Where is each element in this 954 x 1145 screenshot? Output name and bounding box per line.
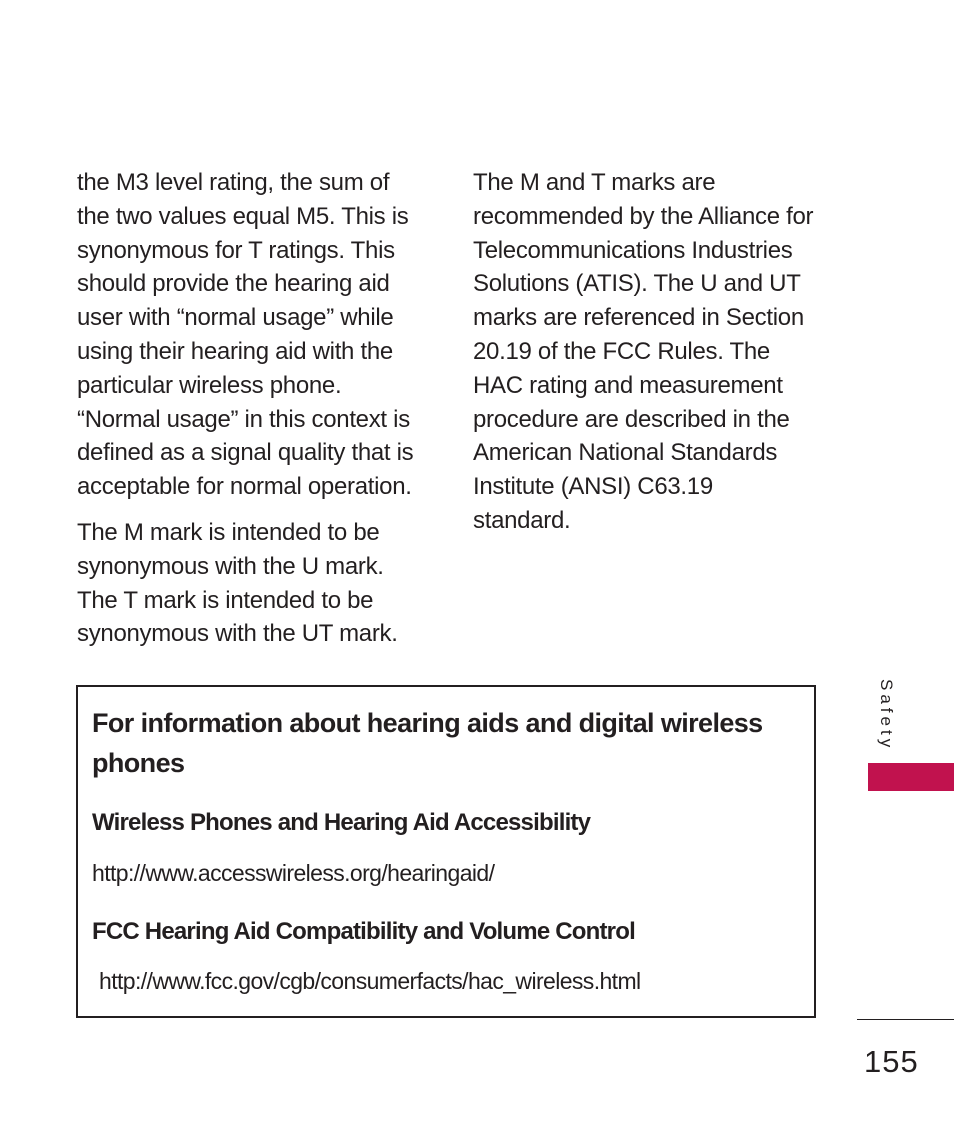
footer-divider — [857, 1019, 954, 1020]
right-column — [473, 166, 843, 538]
resource-heading-accesswireless: Wireless Phones and Hearing Aid Accessibility — [92, 809, 591, 836]
left-paragraph-2: The M mark is intended to be synonymous with the U mark. The T mark is intended to be synonymous with the UT mark. — [77, 518, 398, 648]
left-paragraph-1: the M3 level rating, the sum of the two values equal M5. This is synonymous for T ratings. This should provide the hearing aid user with “normal usage” while using their hearing aid with the particular wireless phone. “Normal usage” in this context is defined as a signal quality that is acceptable for normal operation. — [77, 169, 414, 501]
hearing-aid-info-box — [76, 685, 816, 1018]
left-column — [77, 166, 437, 651]
section-label: Safety — [877, 679, 896, 752]
fcc-link[interactable]: http://www.fcc.gov/cgb/consumerfacts/hac_wireless.html — [99, 968, 641, 994]
section-tab-marker — [868, 763, 954, 791]
resource-heading-fcc: FCC Hearing Aid Compatibility and Volume Control — [92, 918, 635, 945]
right-paragraph-1: The M and T marks are recommended by the Alliance for Telecommunications Industries Solutions (ATIS). The U and UT marks are referenced in Section 20.19 of the FCC Rules. The HAC rating and measurement procedure are described in the American National Standards Institute (ANSI) C63.19 standard. — [473, 169, 814, 534]
accesswireless-link[interactable]: http://www.accesswireless.org/hearingaid/ — [92, 860, 495, 886]
info-box-title: For information about hearing aids and digital wireless phones — [92, 708, 763, 778]
page-number: 155 — [864, 1044, 919, 1079]
